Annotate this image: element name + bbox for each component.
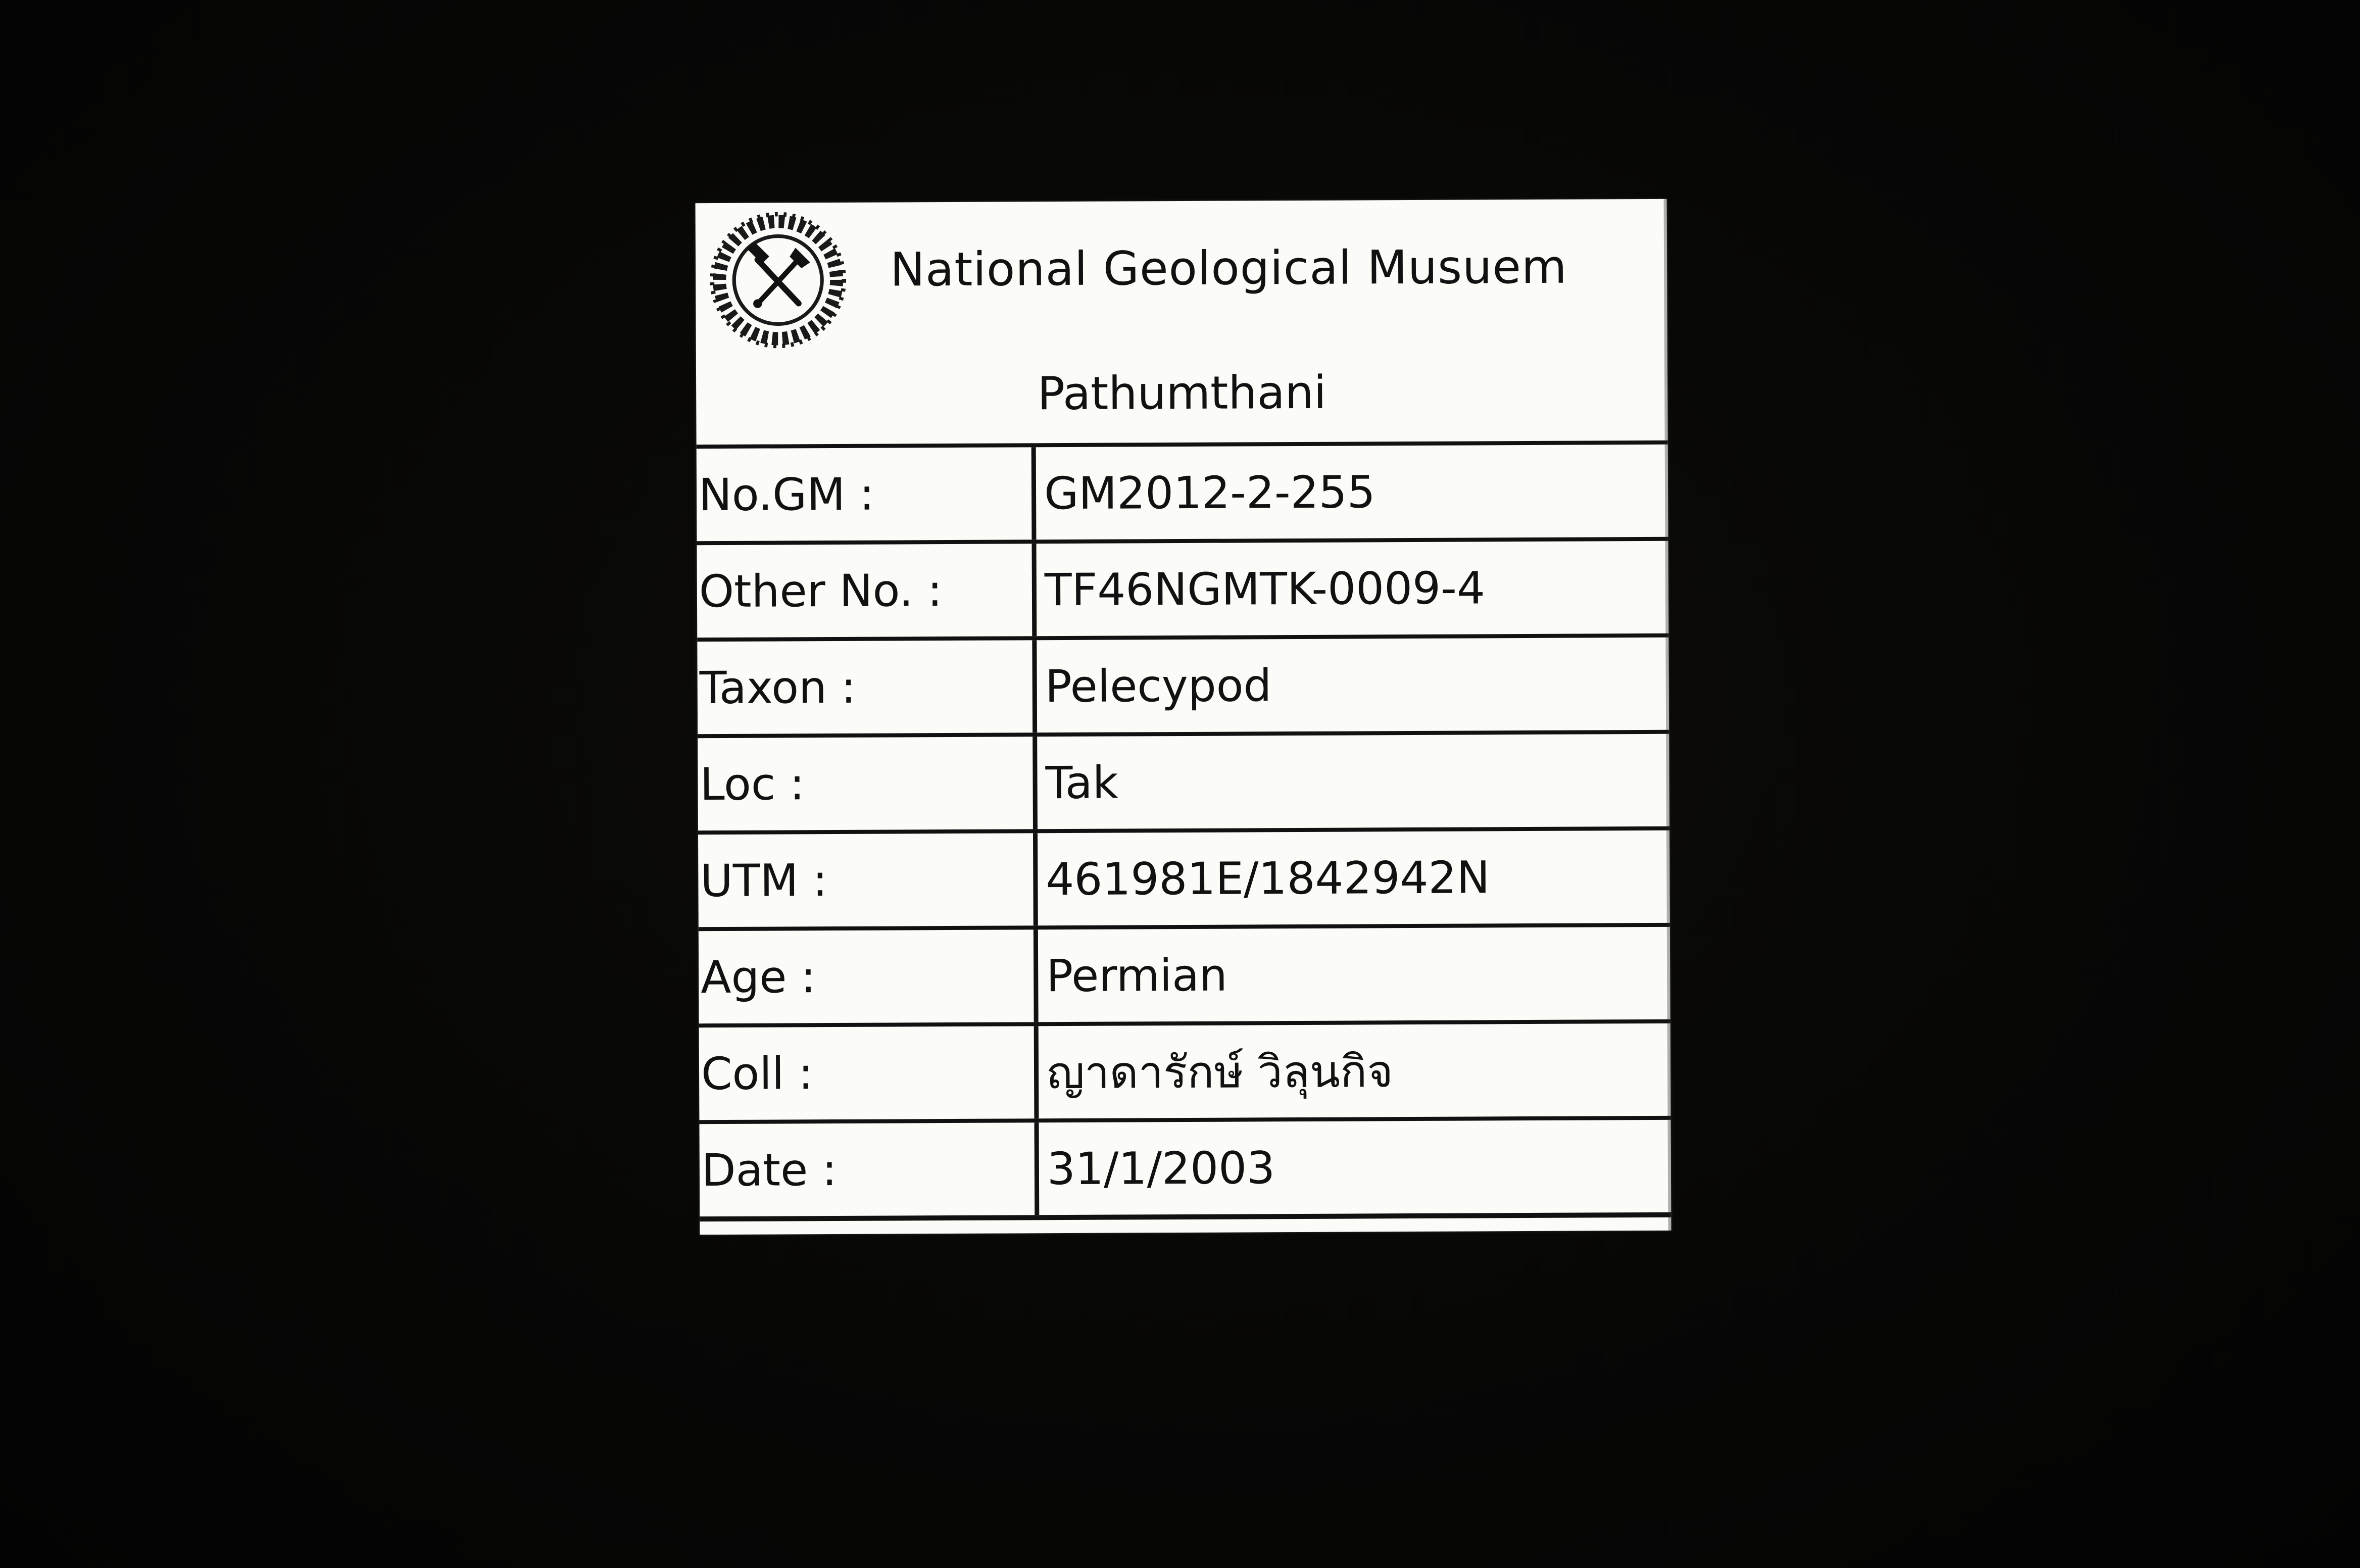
field-value: Tak xyxy=(1045,756,1118,809)
field-label: Loc : xyxy=(700,758,805,811)
field-row-utm xyxy=(698,830,1670,931)
column-divider xyxy=(1032,640,1037,732)
column-divider xyxy=(1032,544,1037,636)
field-value: GM2012-2-255 xyxy=(1044,466,1375,520)
column-divider xyxy=(1034,929,1039,1022)
museum-city: Pathumthani xyxy=(1037,366,1326,421)
field-value: TF46NGMTK-0009-4 xyxy=(1044,562,1486,616)
field-label: Taxon : xyxy=(699,661,856,714)
field-value: ญาดารักษ์ วิลุนกิจ xyxy=(1046,1045,1394,1099)
field-label: Date : xyxy=(701,1144,838,1197)
field-row-age xyxy=(699,927,1670,1027)
field-value: 461981E/1842942N xyxy=(1046,851,1490,906)
field-label: Coll : xyxy=(701,1047,814,1100)
field-label: Age : xyxy=(701,951,816,1004)
specimen-label-card xyxy=(696,199,1671,1235)
field-row-no-gm xyxy=(697,445,1668,545)
column-divider xyxy=(1032,737,1038,829)
field-value: Permian xyxy=(1046,949,1228,1002)
field-value: Pelecypod xyxy=(1045,659,1272,713)
column-divider xyxy=(1034,1026,1039,1118)
field-row-taxon xyxy=(697,638,1669,738)
field-row-other-no xyxy=(697,541,1669,642)
specimen-fields-table xyxy=(697,440,1671,1235)
field-row-date xyxy=(700,1120,1671,1221)
column-divider xyxy=(1033,833,1038,925)
museum-gear-logo-icon xyxy=(705,207,852,354)
field-label: No.GM : xyxy=(698,468,875,521)
field-row-coll xyxy=(699,1023,1671,1124)
column-divider xyxy=(1031,447,1037,540)
label-header xyxy=(696,199,1668,445)
field-label: Other No. : xyxy=(699,564,943,618)
column-divider xyxy=(1035,1122,1040,1215)
field-row-loc xyxy=(698,734,1669,835)
field-label: UTM : xyxy=(700,854,828,907)
field-value: 31/1/2003 xyxy=(1047,1142,1275,1195)
museum-name: National Geological Musuem xyxy=(890,239,1567,297)
